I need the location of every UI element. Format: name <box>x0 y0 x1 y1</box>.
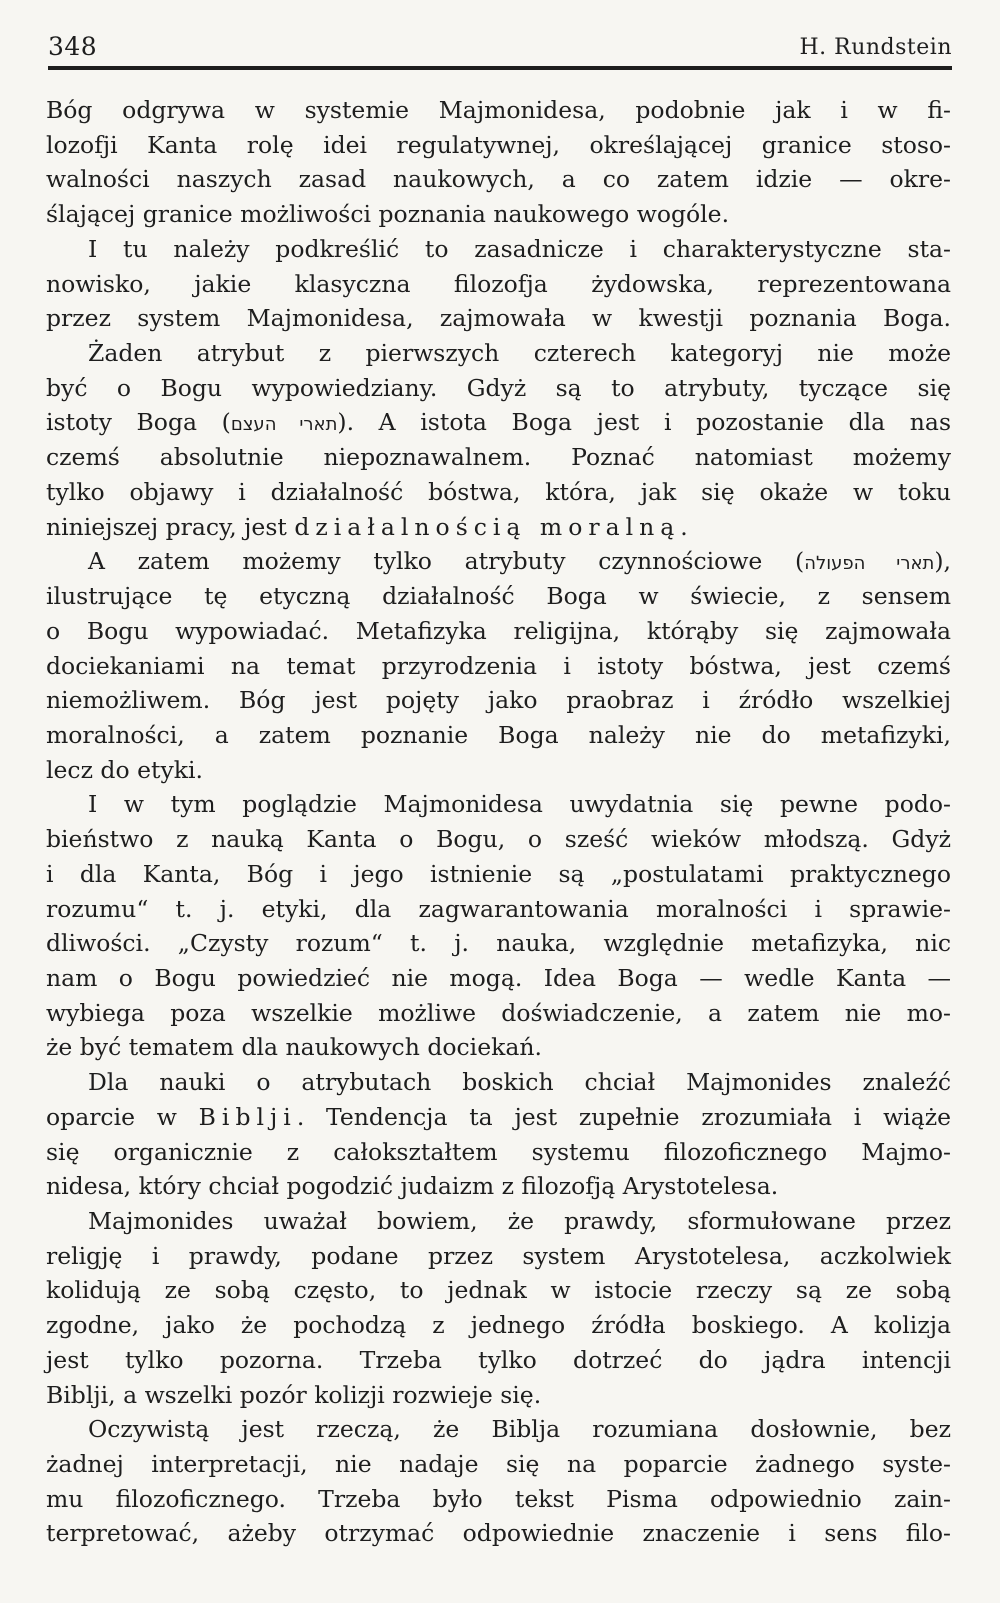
text-segment: istoty Boga ( <box>46 408 231 437</box>
page-header <box>48 30 952 64</box>
text-line <box>46 405 951 440</box>
text-segment: A zatem możemy tylko atrybuty czynnościowe ( <box>88 547 805 576</box>
text-line: jest tylko pozorna. Trzeba tylko dotrzeć do jądra intencji <box>46 1345 951 1374</box>
hebrew-term: תארי הפעולה <box>804 553 935 575</box>
text-line: moralności, a zatem poznanie Boga należy nie do metafizyki, <box>46 720 951 749</box>
running-head-author: H. Rundstein <box>799 35 952 60</box>
text-line: się organicznie z całokształtem systemu filozoficznego Majmo- <box>46 1137 951 1166</box>
text-segment: oparcie w <box>46 1102 199 1131</box>
text-line: bieństwo z nauką Kanta o Bogu, o sześć wieków młodszą. Gdyż <box>46 825 951 854</box>
page-number: 348 <box>48 32 98 61</box>
text-line: I tu należy podkreślić to zasadnicze i charakterystyczne sta- <box>88 234 951 263</box>
text-line: niemożliwem. Bóg jest pojęty jako praobraz i źródło wszelkiej <box>46 686 951 715</box>
text-line <box>46 1100 951 1135</box>
text-line: religję i prawdy, podane przez system Arystotelesa, aczkolwiek <box>46 1241 951 1270</box>
text-line: dociekaniami na temat przyrodzenia i istoty bóstwa, jest czemś <box>46 651 951 680</box>
text-line: lozofji Kanta rolę idei regulatywnej, określającej granice stoso- <box>46 130 951 159</box>
text-line <box>46 544 951 579</box>
text-line: terpretować, ażeby otrzymać odpowiednie znaczenie i sens filo- <box>46 1519 951 1548</box>
text-line: Oczywistą jest rzeczą, że Biblja rozumiana dosłownie, bez <box>88 1415 951 1444</box>
text-line: nam o Bogu powiedzieć nie mogą. Idea Boga — wedle Kanta — <box>46 963 951 992</box>
text-line: i dla Kanta, Bóg i jego istnienie są „postulatami praktycznego <box>46 859 951 888</box>
text-line: czemś absolutnie niepoznawalnem. Poznać natomiast możemy <box>46 443 951 472</box>
text-line: być o Bogu wypowiedziany. Gdyż są to atrybuty, tyczące się <box>46 373 951 402</box>
text-line: rozumu“ t. j. etyki, dla zagwarantowania moralności i sprawie- <box>46 894 951 923</box>
text-line: ilustrujące tę etyczną działalność Boga w świecie, z sensem <box>46 582 951 611</box>
text-line: dliwości. „Czysty rozum“ t. j. nauka, względnie metafizyka, nic <box>46 929 951 958</box>
text-line: mu filozoficznego. Trzeba było tekst Pisma odpowiednio zain- <box>46 1484 951 1513</box>
text-segment: . Tendencja ta jest zupełnie zrozumiała i wiąże <box>296 1102 951 1131</box>
text-line: nowisko, jakie klasyczna filozofja żydowska, reprezentowana <box>46 269 951 298</box>
text-line: o Bogu wypowiadać. Metafizyka religijna, którąby się zajmowała <box>46 616 951 645</box>
text-line: tylko objawy i działalność bóstwa, która, jak się okaże w toku <box>46 477 951 506</box>
text-line: żadnej interpretacji, nie nadaje się na poparcie żadnego syste- <box>46 1450 951 1479</box>
text-line: nidesa, który chciał pogodzić judaizm z filozofją Arystotelesa. <box>46 1172 779 1201</box>
text-line: wybiega poza wszelkie możliwe doświadczenie, a zatem nie mo- <box>46 998 951 1027</box>
text-segment: niniejszej pracy, jest <box>46 512 295 541</box>
text-line: Żaden atrybut z pierwszych czterech kategoryj nie może <box>88 339 951 368</box>
text-line <box>46 510 951 545</box>
text-segment: . <box>680 512 688 541</box>
text-line: Majmonides uważał bowiem, że prawdy, sformułowane przez <box>88 1207 951 1235</box>
text-line: lecz do etyki. <box>46 755 203 784</box>
text-line: przez system Majmonidesa, zajmowała w kwestji poznania Boga. <box>46 304 951 333</box>
text-segment: ), <box>934 547 951 576</box>
text-line: kolidują ze sobą często, to jednak w istocie rzeczy są ze sobą <box>46 1276 951 1305</box>
header-rule <box>48 66 952 70</box>
text-line: walności naszych zasad naukowych, a co zatem idzie — okre- <box>46 165 951 194</box>
text-line: że być tematem dla naukowych dociekań. <box>46 1033 542 1062</box>
text-segment: ). A istota Boga jest i pozostanie dla nas <box>337 408 952 437</box>
text-line: Bóg odgrywa w systemie Majmonidesa, podobnie jak i w fi- <box>46 96 951 124</box>
body-text <box>46 93 951 1551</box>
text-line: zgodne, jako że pochodzą z jednego źródła boskiego. A kolizja <box>46 1311 951 1340</box>
text-line: I w tym poglądzie Majmonidesa uwydatnia się pewne podo- <box>88 790 951 819</box>
spaced-emphasis: działalnością moralną <box>294 512 681 541</box>
hebrew-term: תארי העצם <box>230 414 338 436</box>
spaced-emphasis: Biblji <box>198 1102 297 1131</box>
text-line: Dla nauki o atrybutach boskich chciał Majmonides znaleźć <box>88 1068 951 1097</box>
text-line: Biblji, a wszelki pozór kolizji rozwieje się. <box>46 1380 542 1409</box>
text-line: ślającej granice możliwości poznania naukowego wogóle. <box>46 200 730 229</box>
